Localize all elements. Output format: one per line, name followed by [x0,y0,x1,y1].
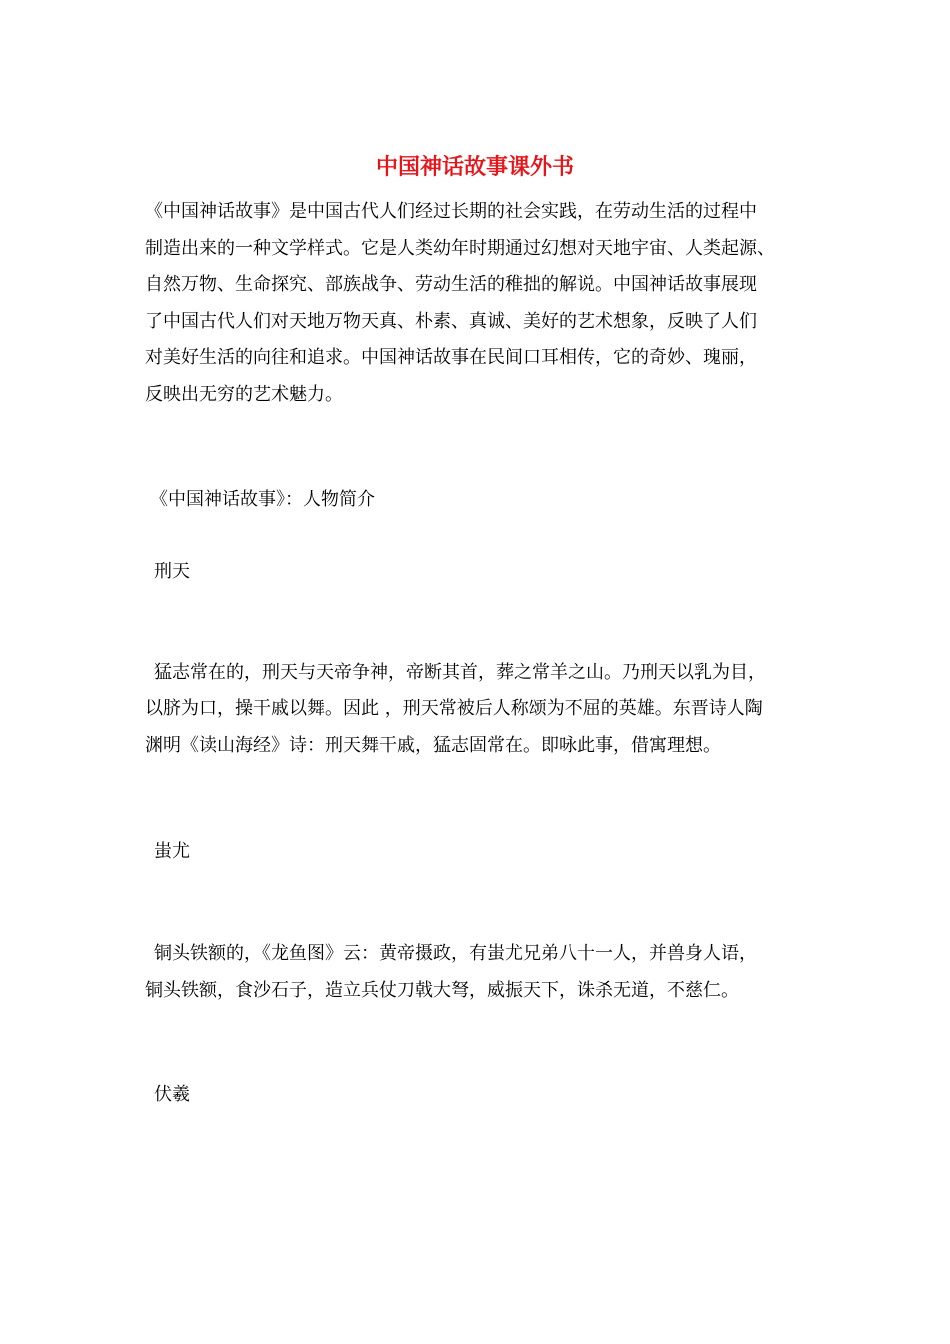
intro-line: 了中国古代人们对天地万物天真、朴素、真诚、美好的艺术想象，反映了人们 [145,311,757,332]
intro-line: 自然万物、生命探究、部族战争、劳动生活的稚拙的解说。中国神话故事展现 [145,274,757,295]
character-paragraph-line: 以脐为口，操干戚以舞。因此 ，刑天常被后人称颂为不屈的英雄。东晋诗人陶 [145,698,763,719]
character-paragraph-line: 渊明《读山海经》诗：刑天舞干戚，猛志固常在。即咏此事，借寓理想。 [145,735,721,756]
intro-line: 反映出无穷的艺术魅力。 [145,384,343,405]
intro-line: 《中国神话故事》是中国古代人们经过长期的社会实践，在劳动生活的过程中 [145,201,757,222]
character-name-xingtian: 刑天 [154,561,190,582]
document-title: 中国神话故事课外书 [375,154,574,180]
section-heading: 《中国神话故事》：人物简介 [150,489,375,510]
character-paragraph-line: 猛志常在的，刑天与天帝争神，帝断其首，葬之常羊之山。乃刑天以乳为目， [154,662,766,683]
character-paragraph-line: 铜头铁额的，《龙鱼图》云：黄帝摄政，有蚩尤兄弟八十一人，并兽身人语， [154,943,757,964]
intro-line: 制造出来的一种文学样式。它是人类幼年时期通过幻想对天地宇宙、人类起源、 [145,238,775,259]
character-name-chiyou: 蚩尤 [154,841,190,862]
intro-line: 对美好生活的向往和追求。中国神话故事在民间口耳相传，它的奇妙、瑰丽， [145,347,757,368]
character-paragraph-line: 铜头铁额，食沙石子，造立兵仗刀戟大弩，威振天下，诛杀无道，不慈仁。 [145,980,739,1001]
character-name-fuxi: 伏羲 [154,1084,190,1105]
